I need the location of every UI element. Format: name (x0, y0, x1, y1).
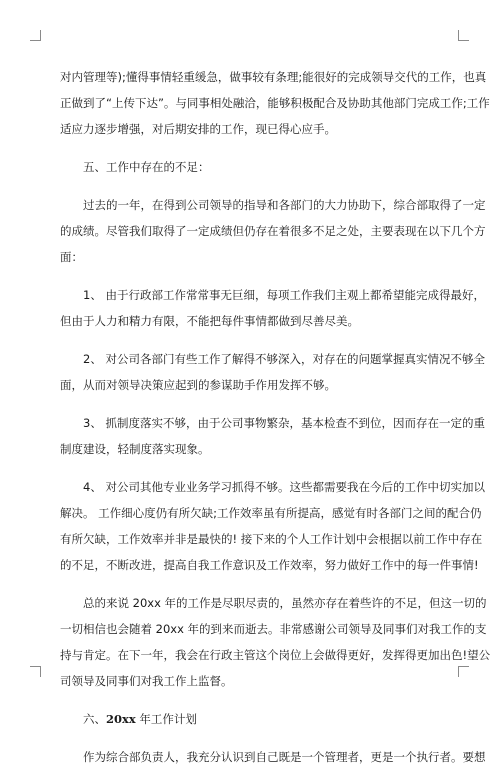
text-line: 正做到了“上传下达”。与同事相处融洽，能够积极配合及协助其他部门完成工作;工作 (60, 96, 490, 110)
heading-suffix: 年工作计划 (135, 712, 197, 726)
paragraph-summary (60, 590, 491, 694)
document-body (60, 64, 491, 770)
paragraph-management (60, 64, 490, 142)
heading-year: 20xx (106, 712, 136, 726)
paragraph-past-year (60, 192, 486, 270)
text-line: 作为综合部负责人，我充分认识到自己既是一个管理者，更是一个执行者。要想 (83, 750, 486, 764)
heading-prefix: 六、 (83, 712, 106, 726)
paragraph-item-1 (60, 282, 485, 334)
text-line: 3、 抓制度落实不够，由于公司事物繁杂，基本检查不到位，因而存在一定的重 (83, 416, 485, 430)
text-line: 对内管理等);懂得事情轻重缓急，做事较有条理;能很好的完成领导交代的工作，也真 (60, 70, 487, 84)
text-line: 过去的一年，在得到公司领导的指导和各部门的大力协助下，综合部取得了一定 (83, 198, 486, 212)
text-line: 适应力逐步增强，对后期安排的工作，现已得心应手。 (60, 122, 336, 136)
section-heading-shortcomings: 五、工作中存在的不足： (83, 160, 210, 174)
text-line: 的成绩。尽管我们取得了一定成绩但仍存在着很多不足之处，主要表现在以下几个方 (60, 224, 486, 238)
text-line: 4、 对公司其他专业业务学习抓得不够。这些都需要我在今后的工作中切实加以 (83, 480, 485, 494)
section-heading-work-plan (60, 706, 444, 732)
text-line: 总的来说 20xx 年的工作是尽职尽责的，虽然亦存在着些许的不足，但这一切的 (83, 596, 487, 610)
corner-mark-top-left (30, 30, 41, 41)
text-line: 2、 对公司各部门有些工作了解得不够深入，对存在的问题掌握真实情况不够全 (83, 352, 485, 366)
text-line: 1、 由于行政部工作常常事无巨细，每项工作我们主观上都希望能完成得最好， (83, 288, 485, 302)
text-line: 制度建设，轻制度落实现象。 (60, 442, 210, 456)
text-line: 司领导及同事们对我工作上监督。 (60, 674, 233, 688)
corner-mark-bottom-right (458, 666, 469, 677)
text-line: 有所欠缺，工作效率并非是最快的! 接下来的个人工作计划中会根据以前工作中存在 (60, 532, 483, 546)
text-line: 解决。 工作细心度仍有所欠缺;工作效率虽有所提高，感觉有时各部门之间的配合仍 (60, 506, 482, 520)
paragraph-plan-intro (60, 744, 486, 770)
text-line: 的不足，不断改进，提高自我工作意识及工作效率，努力做好工作中的每一件事情! (60, 558, 479, 572)
paragraph-item-2 (60, 346, 485, 398)
paragraph-item-4 (60, 474, 485, 578)
corner-mark-bottom-left (30, 666, 41, 677)
text-line: 面，从而对领导决策应起到的参谋助手作用发挥不够。 (60, 378, 336, 392)
text-line: 面： (60, 250, 83, 264)
paragraph-item-3 (60, 410, 485, 462)
corner-mark-top-right (458, 30, 469, 41)
text-line: 一切相信也会随着 20xx 年的到来而逝去。非常感谢公司领导及同事们对我工作的支 (60, 622, 487, 636)
text-line: 持与肯定。在下一年，我会在行政主管这个岗位上会做得更好，发挥得更加出色!望公 (60, 648, 491, 662)
text-line: 但由于人力和精力有限，不能把每件事情都做到尽善尽美。 (60, 314, 359, 328)
